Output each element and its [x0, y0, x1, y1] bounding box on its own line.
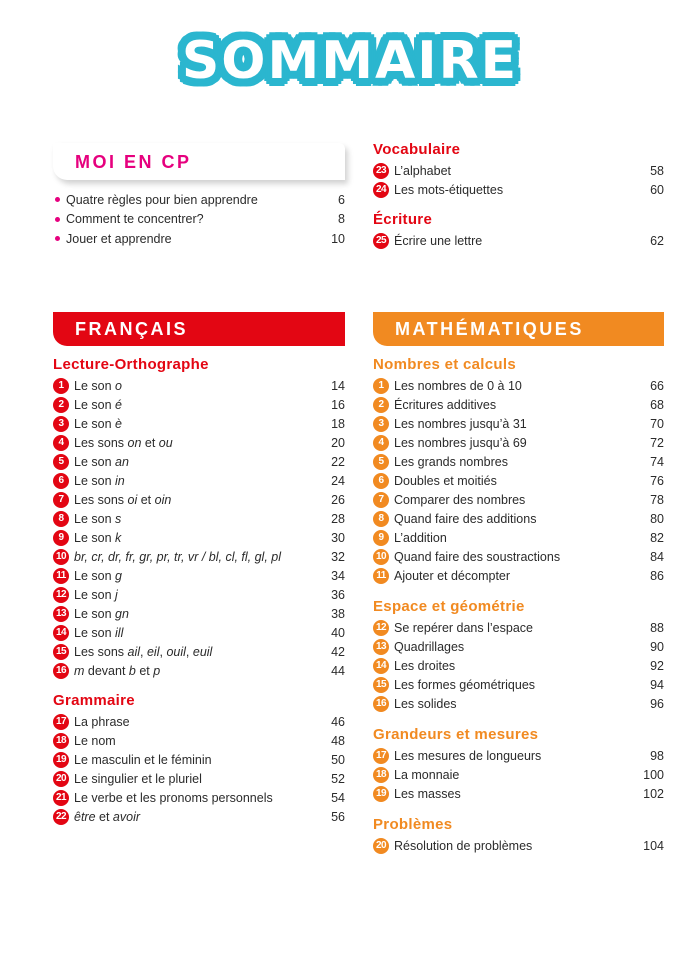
number-badge: 5	[53, 454, 69, 470]
toc-entry[interactable]	[373, 433, 664, 452]
number-badge: 14	[373, 658, 389, 674]
entry-label: Le verbe et les pronoms personnels	[74, 790, 273, 805]
entry-label: Les sons on et ou	[74, 435, 173, 450]
toc-entry[interactable]	[53, 661, 345, 680]
number-badge: 17	[53, 714, 69, 730]
toc-entry[interactable]	[53, 210, 345, 230]
toc-entry[interactable]	[53, 807, 345, 826]
entry-page: 34	[331, 568, 345, 583]
entry-label: Le son s	[74, 511, 122, 526]
entry-label: Les mesures de longueurs	[394, 748, 542, 763]
entry-page: 68	[650, 397, 664, 412]
number-badge: 9	[53, 530, 69, 546]
entry-page: 84	[650, 549, 664, 564]
entry-page: 54	[331, 790, 345, 805]
toc-entry[interactable]	[53, 452, 345, 471]
entry-label: Le son k	[74, 530, 122, 545]
toc-entry[interactable]	[373, 471, 664, 490]
espace-geometrie-title: Espace et géométrie	[373, 598, 525, 615]
number-badge: 18	[53, 733, 69, 749]
entry-page: 90	[650, 639, 664, 654]
entry-label: Les formes géométriques	[394, 677, 536, 692]
number-badge: 10	[373, 549, 389, 565]
toc-entry[interactable]	[373, 414, 664, 433]
entry-label: Le nom	[74, 733, 116, 748]
toc-entry[interactable]	[53, 528, 345, 547]
entry-page: 56	[331, 809, 345, 824]
moi-en-cp-title: MOI EN CP	[75, 152, 192, 172]
entry-page: 94	[650, 677, 664, 692]
entry-label: Les masses	[394, 786, 461, 801]
entry-page: 42	[331, 644, 345, 659]
vocabulaire-section	[373, 139, 664, 250]
number-badge: 15	[373, 677, 389, 693]
toc-entry[interactable]	[373, 836, 664, 855]
entry-label: Écrire une lettre	[394, 233, 483, 248]
number-badge: 17	[373, 748, 389, 764]
toc-entry[interactable]	[373, 566, 664, 585]
problemes-title: Problèmes	[373, 816, 453, 833]
entry-page: 22	[331, 454, 345, 469]
toc-entry[interactable]	[53, 490, 345, 509]
entry-page: 52	[331, 771, 345, 786]
number-badge: 7	[373, 492, 389, 508]
toc-entry[interactable]	[373, 376, 664, 395]
toc-entry[interactable]	[53, 547, 345, 566]
entry-page: 100	[643, 767, 664, 782]
number-badge: 3	[373, 416, 389, 432]
number-badge: 19	[53, 752, 69, 768]
entry-page: 62	[650, 233, 664, 248]
number-badge: 7	[53, 492, 69, 508]
number-badge: 1	[373, 378, 389, 394]
toc-entry[interactable]	[53, 731, 345, 750]
entry-label: Le masculin et le féminin	[74, 752, 212, 767]
number-badge: 15	[53, 644, 69, 660]
toc-entry[interactable]	[53, 642, 345, 661]
number-badge: 20	[373, 838, 389, 854]
entry-label: Comparer des nombres	[394, 492, 526, 507]
toc-entry[interactable]	[373, 180, 664, 199]
entry-page: 66	[650, 378, 664, 393]
entry-label: Les grands nombres	[394, 454, 508, 469]
entry-label: Les nombres jusqu’à 69	[394, 435, 527, 450]
number-badge: 21	[53, 790, 69, 806]
entry-page: 30	[331, 530, 345, 545]
vocabulaire-title: Vocabulaire	[373, 141, 461, 158]
number-badge: 19	[373, 786, 389, 802]
number-badge: 4	[373, 435, 389, 451]
entry-page: 60	[650, 182, 664, 197]
entry-page: 16	[331, 397, 345, 412]
entry-label: Le son j	[74, 587, 118, 602]
entry-label: Comment te concentrer?	[66, 212, 204, 227]
entry-label: Doubles et moitiés	[394, 473, 497, 488]
number-badge: 25	[373, 233, 389, 249]
grandeurs-mesures-title: Grandeurs et mesures	[373, 726, 539, 743]
number-badge: 12	[373, 620, 389, 636]
entry-label: La phrase	[74, 714, 130, 729]
entry-page: 10	[331, 231, 345, 246]
number-badge: 2	[53, 397, 69, 413]
number-badge: 18	[373, 767, 389, 783]
entry-label: Le son é	[74, 397, 122, 412]
bullet-icon	[55, 236, 60, 241]
number-badge: 24	[373, 182, 389, 198]
entry-page: 36	[331, 587, 345, 602]
entry-page: 32	[331, 549, 345, 564]
entry-label: Résolution de problèmes	[394, 838, 533, 853]
entry-page: 14	[331, 378, 345, 393]
toc-entry[interactable]	[373, 618, 664, 637]
toc-entry[interactable]	[373, 694, 664, 713]
entry-label: Les sons oi et oin	[74, 492, 172, 507]
toc-entry[interactable]	[53, 414, 345, 433]
grammaire-title: Grammaire	[53, 692, 135, 709]
toc-entry[interactable]	[53, 509, 345, 528]
number-badge: 22	[53, 809, 69, 825]
toc-entry[interactable]	[53, 712, 345, 731]
toc-entry[interactable]	[53, 395, 345, 414]
entry-page: 88	[650, 620, 664, 635]
number-badge: 4	[53, 435, 69, 451]
toc-entry[interactable]	[373, 509, 664, 528]
toc-entry[interactable]	[53, 788, 345, 807]
number-badge: 13	[373, 639, 389, 655]
entry-page: 80	[650, 511, 664, 526]
entry-label: Les nombres de 0 à 10	[394, 378, 522, 393]
page-title: SOMMAIRE	[181, 31, 519, 91]
entry-page: 92	[650, 658, 664, 673]
entry-label: Les nombres jusqu’à 31	[394, 416, 527, 431]
entry-page: 96	[650, 696, 664, 711]
entry-page: 82	[650, 530, 664, 545]
entry-label: Le son è	[74, 416, 122, 431]
entry-label: Le son g	[74, 568, 122, 583]
number-badge: 8	[53, 511, 69, 527]
entry-label: L’alphabet	[394, 163, 452, 178]
toc-entry[interactable]	[53, 623, 345, 642]
entry-label: Le singulier et le pluriel	[74, 771, 202, 786]
number-badge: 10	[53, 549, 69, 565]
entry-label: Les solides	[394, 696, 457, 711]
toc-entry[interactable]	[373, 784, 664, 803]
toc-entry[interactable]	[53, 376, 345, 395]
toc-entry[interactable]	[53, 190, 345, 210]
entry-page: 18	[331, 416, 345, 431]
toc-entry[interactable]	[373, 547, 664, 566]
entry-label: Les mots-étiquettes	[394, 182, 504, 197]
number-badge: 3	[53, 416, 69, 432]
entry-label: Le son o	[74, 378, 122, 393]
entry-page: 20	[331, 435, 345, 450]
title-container	[0, 26, 700, 96]
toc-entry[interactable]	[373, 231, 664, 250]
entry-label: Jouer et apprendre	[66, 231, 172, 246]
toc-entry[interactable]	[373, 395, 664, 414]
toc-entry[interactable]	[373, 637, 664, 656]
entry-label: Écritures additives	[394, 397, 497, 412]
entry-label: Le son an	[74, 454, 129, 469]
toc-entry[interactable]	[373, 656, 664, 675]
entry-page: 104	[643, 838, 664, 853]
number-badge: 9	[373, 530, 389, 546]
number-badge: 16	[373, 696, 389, 712]
entry-page: 98	[650, 748, 664, 763]
entry-page: 86	[650, 568, 664, 583]
entry-page: 102	[643, 786, 664, 801]
francais-header: FRANÇAIS	[53, 312, 345, 346]
entry-page: 6	[338, 192, 345, 207]
number-badge: 11	[373, 568, 389, 584]
toc-entry[interactable]	[373, 490, 664, 509]
bullet-icon	[55, 217, 60, 222]
entry-label: Le son gn	[74, 606, 129, 621]
moi-en-cp-list	[53, 190, 345, 249]
number-badge: 12	[53, 587, 69, 603]
entry-label: Quadrillages	[394, 639, 465, 654]
toc-entry[interactable]	[53, 566, 345, 585]
number-badge: 14	[53, 625, 69, 641]
number-badge: 16	[53, 663, 69, 679]
entry-label: Quand faire des soustractions	[394, 549, 561, 564]
entry-page: 38	[331, 606, 345, 621]
entry-page: 58	[650, 163, 664, 178]
number-badge: 5	[373, 454, 389, 470]
entry-label: être et avoir	[74, 809, 141, 824]
toc-entry[interactable]	[53, 750, 345, 769]
entry-page: 44	[331, 663, 345, 678]
entry-label: La monnaie	[394, 767, 460, 782]
number-badge: 20	[53, 771, 69, 787]
number-badge: 13	[53, 606, 69, 622]
entry-label: Les droites	[394, 658, 456, 673]
entry-page: 48	[331, 733, 345, 748]
toc-entry[interactable]	[53, 769, 345, 788]
entry-page: 70	[650, 416, 664, 431]
moi-en-cp-header	[53, 143, 345, 180]
entry-label: Quatre règles pour bien apprendre	[66, 192, 258, 207]
entry-page: 78	[650, 492, 664, 507]
number-badge: 2	[373, 397, 389, 413]
entry-page: 40	[331, 625, 345, 640]
entry-label: Se repérer dans l’espace	[394, 620, 533, 635]
entry-label: Le son in	[74, 473, 125, 488]
entry-label: Ajouter et décompter	[394, 568, 511, 583]
francais-content	[53, 354, 345, 826]
mathematiques-header: MATHÉMATIQUES	[373, 312, 664, 346]
number-badge: 11	[53, 568, 69, 584]
toc-entry[interactable]	[373, 765, 664, 784]
entry-label: Quand faire des additions	[394, 511, 537, 526]
entry-page: 28	[331, 511, 345, 526]
number-badge: 6	[53, 473, 69, 489]
number-badge: 6	[373, 473, 389, 489]
entry-page: 46	[331, 714, 345, 729]
number-badge: 8	[373, 511, 389, 527]
entry-label: Les sons ail, eil, ouil, euil	[74, 644, 213, 659]
number-badge: 23	[373, 163, 389, 179]
ecriture-title: Écriture	[373, 211, 433, 228]
entry-label: m devant b et p	[74, 663, 161, 678]
bullet-icon	[55, 197, 60, 202]
toc-entry[interactable]	[53, 604, 345, 623]
toc-entry[interactable]	[373, 675, 664, 694]
entry-page: 24	[331, 473, 345, 488]
entry-page: 50	[331, 752, 345, 767]
toc-entry[interactable]	[373, 161, 664, 180]
entry-label: Le son ill	[74, 625, 124, 640]
entry-page: 8	[338, 212, 345, 227]
entry-page: 72	[650, 435, 664, 450]
toc-entry[interactable]	[373, 528, 664, 547]
lecture-orthographe-title: Lecture-Orthographe	[53, 356, 209, 373]
mathematiques-content	[373, 354, 664, 855]
nombres-calculs-title: Nombres et calculs	[373, 356, 516, 373]
entry-page: 76	[650, 473, 664, 488]
toc-entry[interactable]	[53, 433, 345, 452]
entry-label: br, cr, dr, fr, gr, pr, tr, vr / bl, cl, fl, gl, pl	[74, 549, 282, 564]
number-badge: 1	[53, 378, 69, 394]
toc-entry[interactable]	[53, 229, 345, 249]
entry-page: 74	[650, 454, 664, 469]
toc-entry[interactable]	[53, 585, 345, 604]
toc-entry[interactable]	[53, 471, 345, 490]
entry-page: 26	[331, 492, 345, 507]
toc-entry[interactable]	[373, 746, 664, 765]
toc-entry[interactable]	[373, 452, 664, 471]
entry-label: L’addition	[394, 530, 447, 545]
